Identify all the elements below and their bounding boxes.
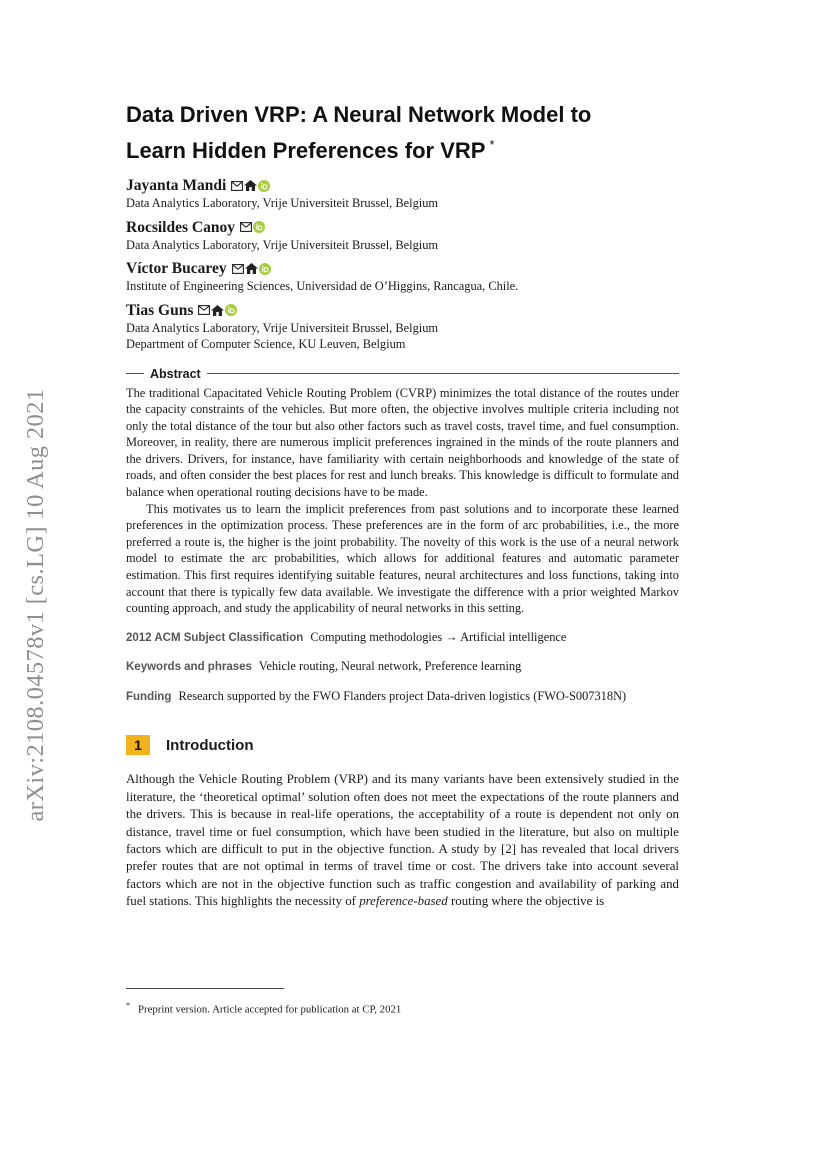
title-line-1: Data Driven VRP: A Neural Network Model to [126, 102, 592, 127]
paper-title [126, 100, 679, 166]
abstract-paragraph-2: This motivates us to learn the implicit preferences from past solutions and to incorporate these learned preferences in the optimization process. These preferences are in the form of arc probabilities, i.e., the more preferred a route is, the higher is the joint probability. The novelty of this work is the use of a neural network model to estimate the arc probabilities, which allows for additional features and automatic parameter estimation. This first requires identifying suitable features, neural architectures and loss functions, taking into account that there is typically few data available. We investigate the difference with a prior weighted Markov counting approach, and study the applicability of neural networks in this setting. [126, 501, 679, 616]
author-block [126, 176, 679, 212]
arxiv-stamp-text: arXiv:2108.04578v1 [cs.LG] 10 Aug 2021 [22, 388, 49, 822]
footnote-text [126, 999, 679, 1017]
funding [126, 688, 679, 706]
home-icon[interactable] [211, 305, 224, 316]
section-title: Introduction [166, 736, 254, 754]
title-line-2: Learn Hidden Preferences for VRP [126, 138, 486, 163]
footnote [126, 988, 679, 1017]
abstract-rule-right [207, 373, 679, 374]
title-footnote-mark: * [489, 137, 495, 152]
email-icon[interactable] [198, 305, 210, 315]
author-block [126, 301, 679, 353]
home-icon[interactable] [244, 180, 257, 191]
author-name: Rocsildes Canoy [126, 218, 235, 236]
author-block [126, 218, 679, 254]
paper-page [126, 100, 679, 911]
email-icon[interactable] [232, 264, 244, 274]
author-name: Jayanta Mandi [126, 177, 227, 194]
author-affiliation: Data Analytics Laboratory, Vrije Universiteit Brussel, Belgium [126, 320, 439, 335]
footnote-rule [126, 988, 284, 989]
footnote-body: Preprint version. Article accepted for publication at CP, 2021 [138, 1003, 402, 1016]
author-name: Víctor Bucarey [126, 260, 227, 277]
author-block [126, 259, 679, 295]
email-icon[interactable] [231, 181, 243, 191]
abstract-heading [126, 367, 679, 381]
keywords-value: Vehicle routing, Neural network, Preference learning [258, 659, 522, 674]
section-heading [126, 735, 679, 755]
funding-value: Research supported by the FWO Flanders project Data-driven logistics (FWO-S007318N) [178, 688, 627, 703]
keywords [126, 658, 679, 676]
author-list [126, 176, 679, 353]
section-number: 1 [126, 735, 150, 755]
orcid-icon[interactable] [259, 263, 271, 275]
arxiv-stamp [22, 360, 50, 850]
acm-key: 2012 ACM Subject Classification [126, 631, 304, 644]
intro-text-after: routing where the objective is [447, 894, 605, 909]
home-icon[interactable] [245, 263, 258, 274]
abstract-label: Abstract [150, 366, 201, 381]
acm-classification [126, 629, 679, 647]
author-affiliation: Data Analytics Laboratory, Vrije Universiteit Brussel, Belgium [126, 196, 439, 210]
abstract-rule-left [126, 373, 144, 374]
introduction-paragraph [126, 771, 679, 910]
funding-key: Funding [126, 690, 172, 703]
orcid-icon[interactable] [225, 304, 237, 316]
author-name: Tias Guns [126, 301, 194, 319]
orcid-icon[interactable] [258, 180, 270, 192]
keywords-key: Keywords and phrases [126, 661, 252, 674]
author-affiliation: Data Analytics Laboratory, Vrije Universiteit Brussel, Belgium [126, 237, 439, 252]
intro-emphasis: preference-based [359, 894, 448, 909]
author-affiliation: Department of Computer Science, KU Leuven, Belgium [126, 337, 406, 351]
email-icon[interactable] [240, 222, 252, 232]
orcid-icon[interactable] [253, 221, 265, 233]
acm-value: Computing methodologies → Artificial intelligence [310, 629, 567, 644]
intro-text-before: Although the Vehicle Routing Problem (VRP) and its many variants have been extensively studied in the literature, the ‘theoretical optimal’ solution often does not meet the expectations of the route planners and the drivers. This is because in real-life operations, the acceptability of a route is dependent not only on distance, travel time or fuel consumption, which have been studied in the literature, but also on multiple factors which are difficult to put in the objective function. A study by [2] has revealed that local drivers prefer routes that are not optimal in terms of travel time or cost. The drivers take into account several factors which are not in the objective function such as traffic congestion and availability of parking and fuel stations. This highlights the necessity of [126, 772, 679, 909]
footnote-mark: * [126, 1001, 130, 1010]
abstract-paragraph-1: The traditional Capacitated Vehicle Routing Problem (CVRP) minimizes the total distance of the routes under the capacity constraints of the vehicles. But more often, the objective involves multiple criteria including not only the total distance of the tour but also other factors such as travel costs, travel time, and fuel consumption. Moreover, in reality, there are numerous implicit preferences ingrained in the minds of the route planners and the drivers. Drivers, for instance, have familiarity with certain neighborhoods and knowledge of the state of roads, and often consider the best places for rest and lunch breaks. This knowledge is difficult to formulate and balance when operational routing decisions have to be made. [126, 385, 679, 500]
author-affiliation: Institute of Engineering Sciences, Universidad de O’Higgins, Rancagua, Chile. [126, 279, 519, 293]
